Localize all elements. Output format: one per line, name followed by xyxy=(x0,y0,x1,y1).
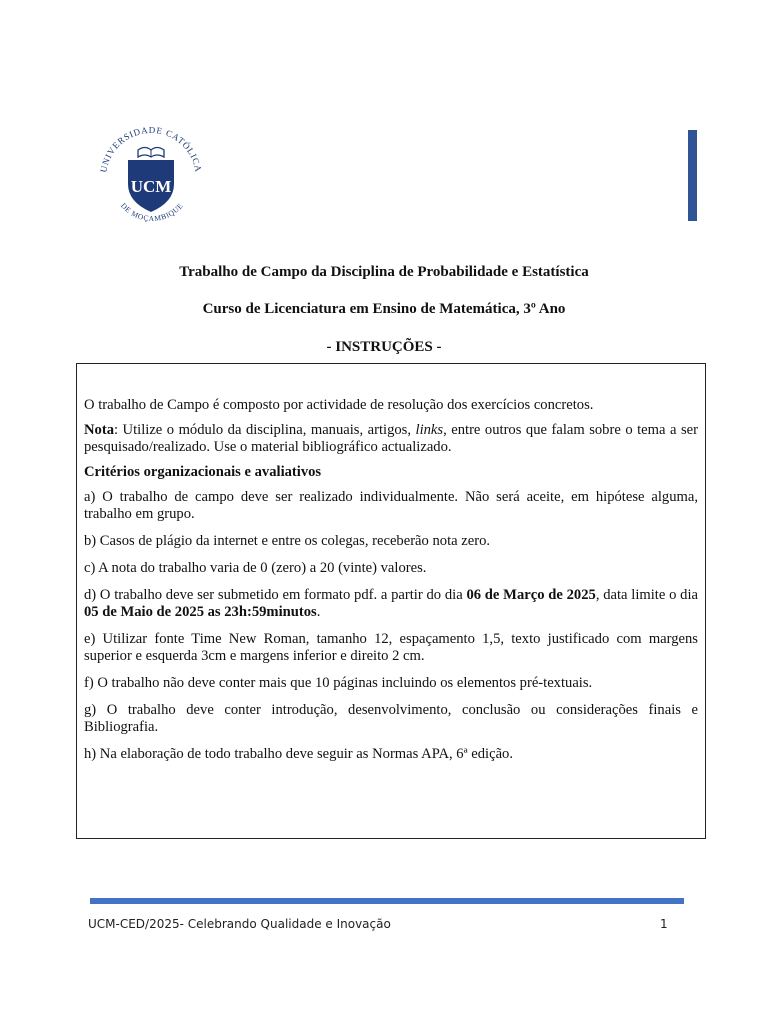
logo-arc-top: UNIVERSIDADE CATÓLICA xyxy=(98,124,204,174)
criteria-heading xyxy=(84,464,698,481)
logo-seal-icon xyxy=(92,120,210,230)
criterion-e: e) Utilizar fonte Time New Roman, tamanho 12, espaçamento 1,5, texto justificado com margens superior e esquerda 3cm e margens inferior e direito 2 cm. xyxy=(84,631,698,664)
criterion-g: g) O trabalho deve conter introdução, desenvolvimento, conclusão ou considerações finais e Bibliografia. xyxy=(84,702,698,735)
course-title: Curso de Licenciatura em Ensino de Matemática, 3º Ano xyxy=(202,301,566,317)
university-logo xyxy=(92,120,210,230)
criterion-d-start-date: 06 de Março de 2025 xyxy=(466,587,596,603)
logo-arc-bottom: DE MOÇAMBIQUE xyxy=(119,201,185,223)
criterion-f: f) O trabalho não deve conter mais que 10 páginas incluindo os elementos pré-textuais. xyxy=(84,675,593,691)
criterion-d-pre: d) O trabalho deve ser submetido em formato pdf. a partir do dia xyxy=(84,587,467,603)
criterion-d-mid: , data limite o dia xyxy=(595,587,698,603)
criterion-h: h) Na elaboração de todo trabalho deve seguir as Normas APA, 6ª edição. xyxy=(84,746,514,762)
footer-divider xyxy=(90,898,684,904)
intro-paragraph: O trabalho de Campo é composto por actividade de resolução dos exercícios concretos. xyxy=(84,397,594,413)
note-text-pre: : Utilize o módulo da disciplina, manuais, artigos, xyxy=(114,422,416,438)
decorative-side-bar xyxy=(688,130,697,221)
criterion-c: c) A nota do trabalho varia de 0 (zero) a 20 (vinte) valores. xyxy=(84,560,427,576)
criterion-b: b) Casos de plágio da internet e entre os colegas, receberão nota zero. xyxy=(84,533,491,549)
document-title: Trabalho de Campo da Disciplina de Probabilidade e Estatística xyxy=(179,264,589,280)
note-text-italic: links xyxy=(415,422,444,438)
criteria-heading-text: Critérios organizacionais e avaliativos xyxy=(84,464,322,480)
criterion-d-post: . xyxy=(316,604,321,620)
footer-text: UCM-CED/2025- Celebrando Qualidade e Inovação xyxy=(88,917,391,931)
logo-monogram: UCM xyxy=(130,177,172,196)
instructions-content xyxy=(84,397,698,773)
note-text-post: , entre outros que falam sobre o tema a ser pesquisado/realizado. Use o material bibliográfico actualizado. xyxy=(84,422,698,455)
note-label: Nota xyxy=(84,422,114,438)
page-number: 1 xyxy=(660,917,668,931)
section-title: - INSTRUÇÕES - xyxy=(326,339,442,355)
note-paragraph xyxy=(84,422,698,456)
criterion-d xyxy=(84,587,698,621)
criterion-d-deadline: 05 de Maio de 2025 as 23h:59minutos xyxy=(84,604,317,620)
criterion-a: a) O trabalho de campo deve ser realizado individualmente. Não será aceite, em hipótese alguma, trabalho em grupo. xyxy=(84,489,698,522)
